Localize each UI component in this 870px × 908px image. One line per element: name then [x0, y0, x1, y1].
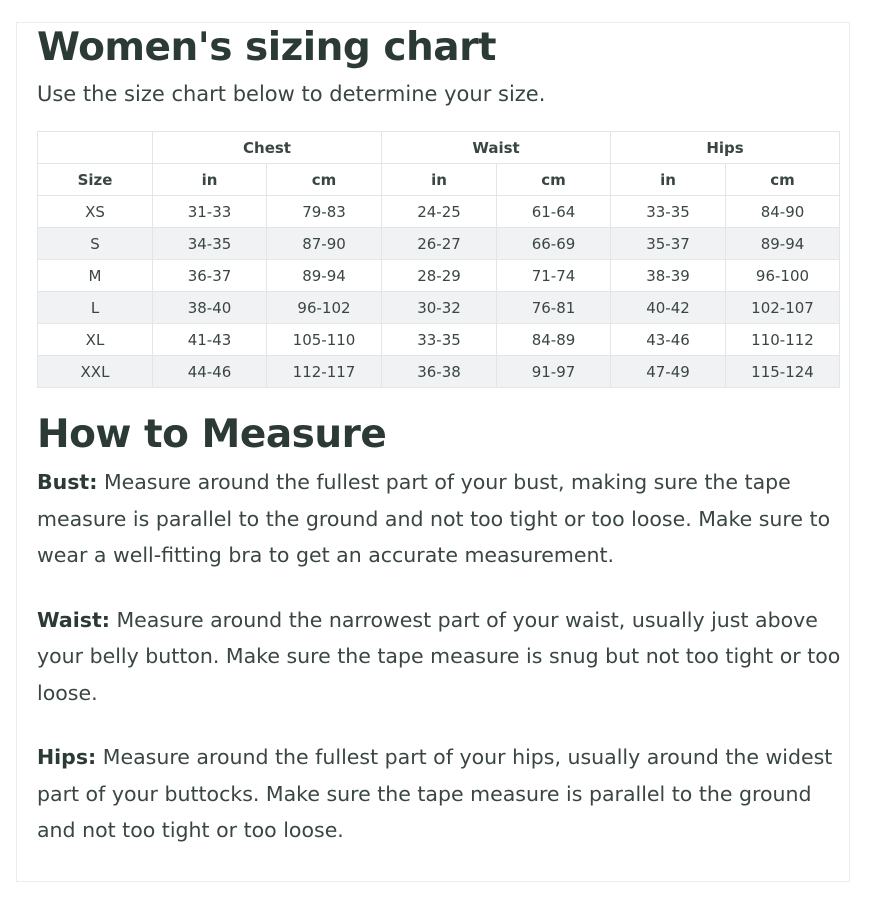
hips-term: Hips:	[37, 745, 97, 769]
unit-header-hips-in: in	[611, 164, 726, 196]
hips-cm-cell: 96-100	[726, 260, 840, 292]
chest-in-cell: 41-43	[153, 324, 267, 356]
hips-cm-cell: 110-112	[726, 324, 840, 356]
waist-text: Measure around the narrowest part of your waist, usually just above your belly button. Make sure the tape measure is snug but not too tight or too loose.	[37, 607, 841, 705]
waist-in-cell: 30-32	[382, 292, 497, 324]
table-row	[38, 324, 840, 356]
hips-cm-cell: 102-107	[726, 292, 840, 324]
group-header-chest: Chest	[153, 132, 382, 164]
page-title: Women's sizing chart	[37, 25, 496, 70]
hips-cm-cell: 115-124	[726, 356, 840, 388]
waist-instruction	[37, 602, 847, 712]
sizing-content	[37, 23, 841, 849]
chest-cm-cell: 105-110	[267, 324, 382, 356]
hips-cm-cell: 84-90	[726, 196, 840, 228]
waist-cm-cell: 71-74	[497, 260, 611, 292]
size-chart-table	[37, 131, 840, 388]
unit-header-chest-cm: cm	[267, 164, 382, 196]
waist-cm-cell: 66-69	[497, 228, 611, 260]
unit-header-size: Size	[38, 164, 153, 196]
group-header-row	[38, 132, 840, 164]
page-subtitle: Use the size chart below to determine your size.	[37, 82, 546, 106]
hips-in-cell: 38-39	[611, 260, 726, 292]
group-header-empty	[38, 132, 153, 164]
unit-header-waist-in: in	[382, 164, 497, 196]
chest-cm-cell: 79-83	[267, 196, 382, 228]
hips-in-cell: 35-37	[611, 228, 726, 260]
bust-text: Measure around the fullest part of your bust, making sure the tape measure is parallel to the ground and not too tight or too loose. Make sure to wear a well-fitting bra to get an accurate measurement.	[37, 470, 831, 567]
how-to-measure-title: How to Measure	[37, 412, 387, 457]
table-row	[38, 260, 840, 292]
chest-in-cell: 31-33	[153, 196, 267, 228]
hips-text: Measure around the fullest part of your hips, usually around the widest part of your buttocks. Make sure the tape measure is parallel to the ground and not too tight or too loose.	[37, 745, 833, 842]
chest-in-cell: 34-35	[153, 228, 267, 260]
unit-header-row	[38, 164, 840, 196]
hips-in-cell: 43-46	[611, 324, 726, 356]
size-cell: XS	[38, 196, 153, 228]
chest-in-cell: 44-46	[153, 356, 267, 388]
size-cell: S	[38, 228, 153, 260]
group-header-hips: Hips	[611, 132, 840, 164]
waist-in-cell: 28-29	[382, 260, 497, 292]
size-cell: XL	[38, 324, 153, 356]
chest-in-cell: 36-37	[153, 260, 267, 292]
size-cell: M	[38, 260, 153, 292]
waist-cm-cell: 61-64	[497, 196, 611, 228]
waist-cm-cell: 91-97	[497, 356, 611, 388]
bust-term: Bust:	[37, 470, 98, 494]
unit-header-chest-in: in	[153, 164, 267, 196]
hips-in-cell: 47-49	[611, 356, 726, 388]
waist-in-cell: 36-38	[382, 356, 497, 388]
table-row	[38, 196, 840, 228]
waist-in-cell: 33-35	[382, 324, 497, 356]
size-cell: XXL	[38, 356, 153, 388]
group-header-waist: Waist	[382, 132, 611, 164]
unit-header-waist-cm: cm	[497, 164, 611, 196]
bust-instruction	[37, 464, 847, 574]
table-row	[38, 356, 840, 388]
chest-cm-cell: 89-94	[267, 260, 382, 292]
table-row	[38, 228, 840, 260]
chest-cm-cell: 87-90	[267, 228, 382, 260]
waist-in-cell: 24-25	[382, 196, 497, 228]
hips-instruction	[37, 739, 847, 849]
waist-term: Waist:	[37, 607, 110, 632]
chest-cm-cell: 96-102	[267, 292, 382, 324]
waist-cm-cell: 76-81	[497, 292, 611, 324]
sizing-card	[16, 22, 850, 882]
hips-cm-cell: 89-94	[726, 228, 840, 260]
chest-cm-cell: 112-117	[267, 356, 382, 388]
hips-in-cell: 40-42	[611, 292, 726, 324]
size-cell: L	[38, 292, 153, 324]
waist-in-cell: 26-27	[382, 228, 497, 260]
table-row	[38, 292, 840, 324]
hips-in-cell: 33-35	[611, 196, 726, 228]
chest-in-cell: 38-40	[153, 292, 267, 324]
unit-header-hips-cm: cm	[726, 164, 840, 196]
waist-cm-cell: 84-89	[497, 324, 611, 356]
